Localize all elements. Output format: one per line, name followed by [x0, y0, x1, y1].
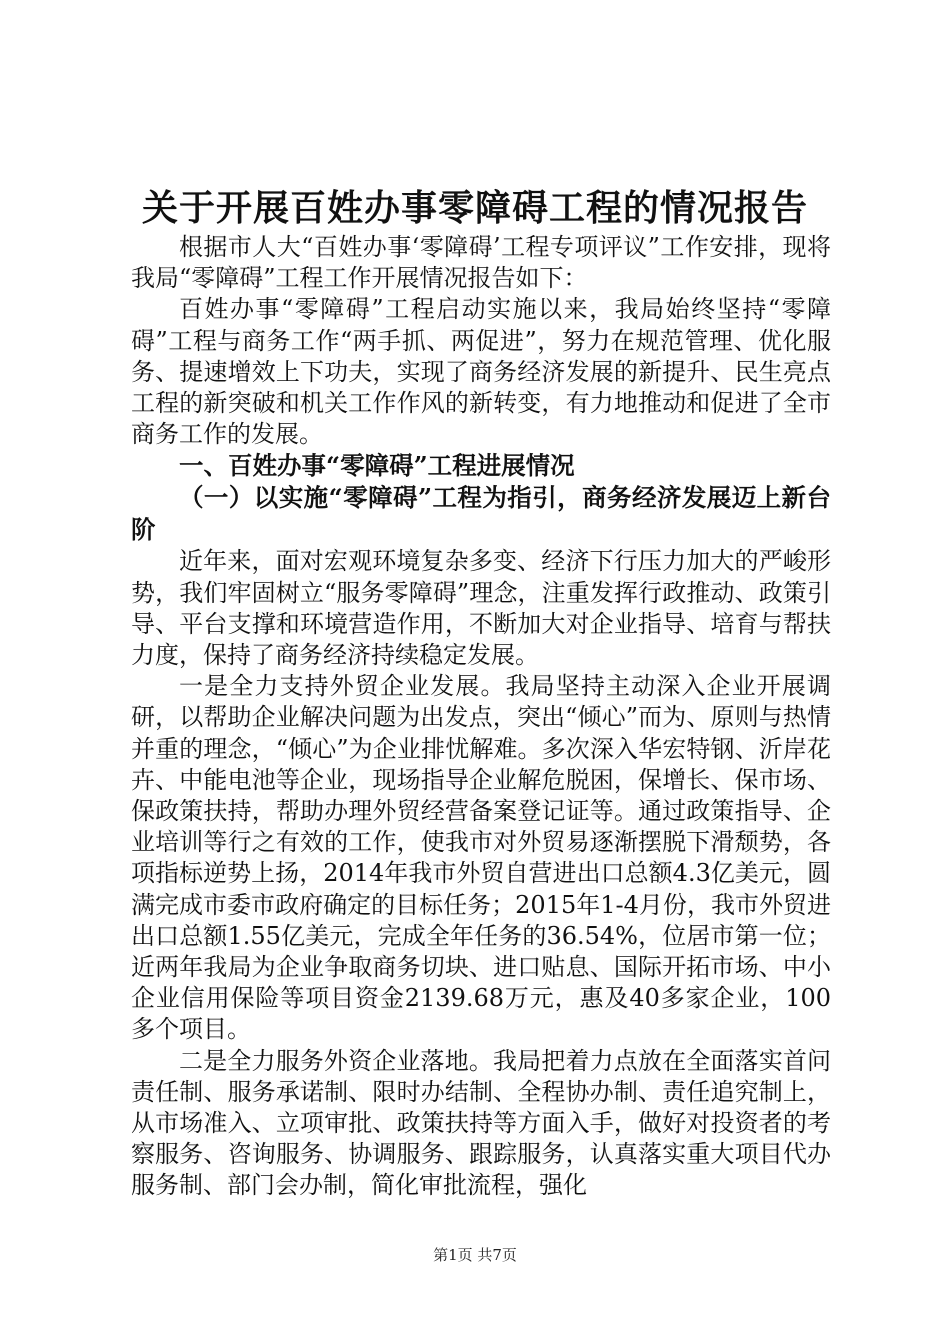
- document-body: [131, 232, 831, 1202]
- subsection-heading: （一）以实施“零障碍”工程为指引，商务经济发展迈上新台阶: [131, 483, 831, 545]
- page-footer: 第1页 共7页: [433, 1246, 517, 1264]
- intro-paragraph: 根据市人大“百姓办事‘零障碍’工程专项评议”工作安排，现将我局“零障碍”工程工作开展情况报告如下：: [131, 233, 831, 293]
- section-heading: 一、百姓办事“零障碍”工程进展情况: [179, 451, 575, 481]
- body-paragraph: 一是全力支持外贸企业发展。我局坚持主动深入企业开展调研，以帮助企业解决问题为出发点，突出“倾心”而为、原则与热情并重的理念，“倾心”为企业排忧解难。多次深入华宏特钢、沂岸花卉、中能电池等企业，现场指导企业解危脱困，保增长、保市场、保政策扶持，帮助办理外贸经营备案登记证等。通过政策指导、企业培训等行之有效的工作，使我市对外贸易逐渐摆脱下滑颓势，各项指标逆势上扬，2014年我市外贸自营进出口总额4.3亿美元，圆满完成市委市政府确定的目标任务；2015年1-4月份，我市外贸进出口总额1.55亿美元，完成全年任务的36.54%，位居市第一位；近两年我局为企业争取商务切块、进口贴息、国际开拓市场、中小企业信用保险等项目资金2139.68万元，惠及40多家企业，100多个项目。: [131, 672, 831, 1044]
- summary-paragraph: 百姓办事“零障碍”工程启动实施以来，我局始终坚持“零障碍”工程与商务工作“两手抓、两促进”，努力在规范管理、优化服务、提速增效上下功夫，实现了商务经济发展的新提升、民生亮点工程的新突破和机关工作作风的新转变，有力地推动和促进了全市商务工作的发展。: [131, 295, 831, 449]
- document-title: 关于开展百姓办事零障碍工程的情况报告: [141, 187, 808, 229]
- body-paragraph: 近年来，面对宏观环境复杂多变、经济下行压力加大的严峻形势，我们牢固树立“服务零障碍”理念，注重发挥行政推动、政策引导、平台支撑和环境营造作用，不断加大对企业指导、培育与帮扶力度，保持了商务经济持续稳定发展。: [131, 547, 831, 670]
- body-paragraph: 二是全力服务外资企业落地。我局把着力点放在全面落实首问责任制、服务承诺制、限时办结制、全程协办制、责任追究制上，从市场准入、立项审批、政策扶持等方面入手，做好对投资者的考察服务、咨询服务、协调服务、跟踪服务，认真落实重大项目代办服务制、部门会办制，简化审批流程，强化: [131, 1046, 831, 1200]
